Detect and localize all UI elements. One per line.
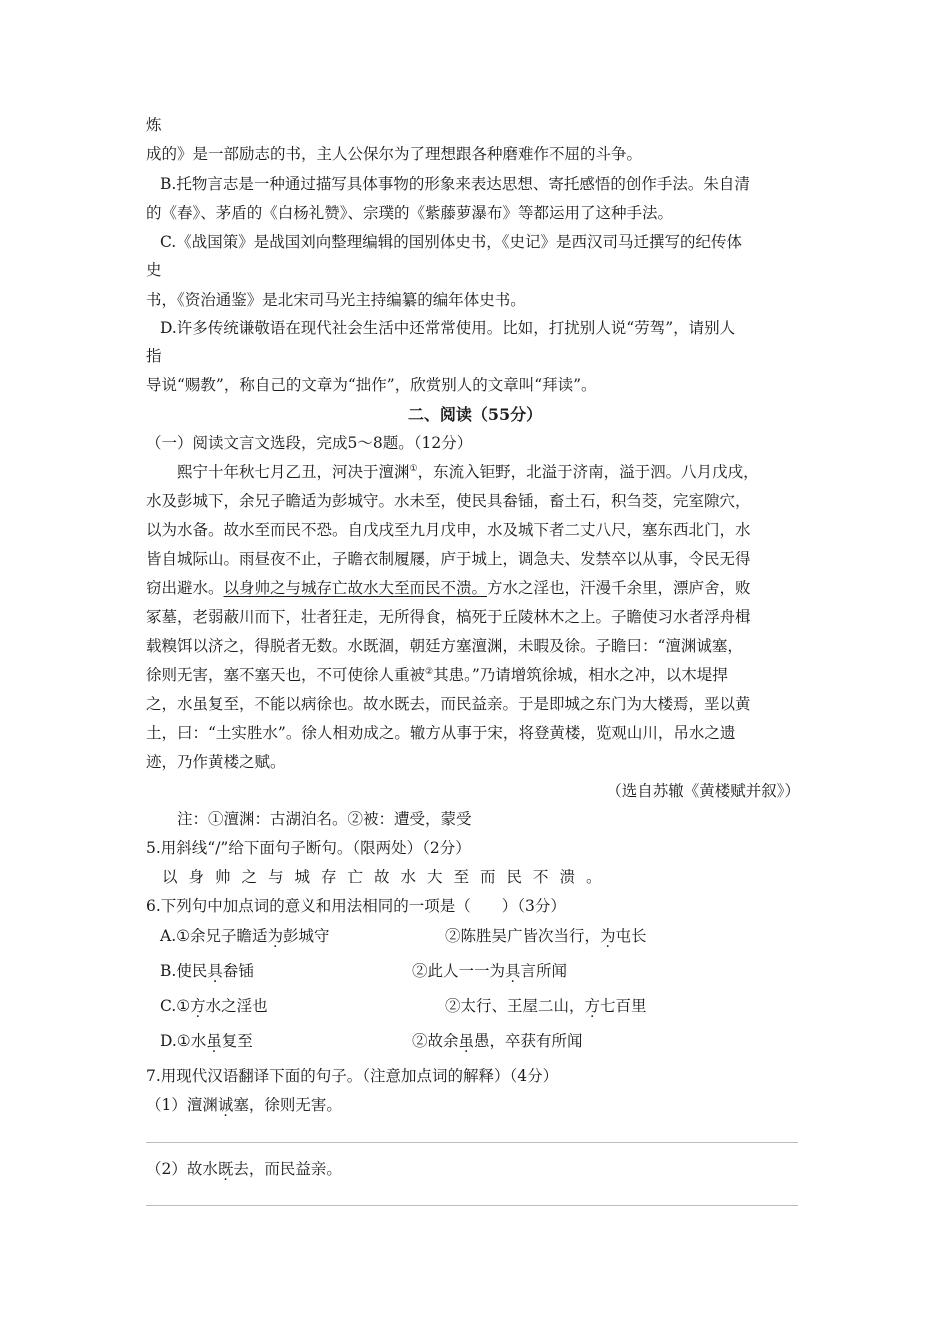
answer-line[interactable]	[146, 1205, 798, 1206]
dotted-word: 具	[505, 962, 521, 980]
translate-item-1: （1）澶渊诚塞，徐则无害。	[146, 1096, 342, 1114]
passage-line: 皆自城际山。雨昼夜不止，子瞻衣制履屦，庐于城上，调急夫、发禁卒以从事，令民无得	[146, 550, 751, 568]
option-b-left: B.使民具畚锸	[160, 962, 254, 980]
passage-line: 迹，乃作黄楼之赋。	[146, 753, 286, 771]
passage-line: 徐则无害，塞不塞天也，不可使徐人重被②其患。”乃请增筑徐城，相水之冲，以木堤捍	[146, 666, 728, 684]
text-line: 导说“赐教”，称自己的文章为“拙作”，欣赏别人的文章叫“拜读”。	[146, 376, 597, 394]
passage-line: 之，水虽复至，不能以病徐也。故水既去，而民益亲。于是即城之东门为大楼焉，垩以黄	[146, 695, 751, 713]
dotted-word: 为	[600, 927, 616, 945]
passage-line: 熙宁十年秋七月乙丑，河决于澶渊①，东流入钜野，北溢于济南，溢于泗。八月戊戌，	[177, 463, 759, 481]
section-subtitle: （一）阅读文言文选段，完成5～8题。（12分）	[146, 434, 473, 452]
underlined-sentence: 以身帅之与城存亡故水大至而民不溃。	[223, 579, 488, 597]
dotted-word: 虽	[206, 1032, 222, 1050]
text-line: 指	[146, 347, 162, 365]
dotted-word: 方	[584, 997, 601, 1015]
footnote-marker: ①	[409, 463, 418, 474]
passage-line: 土，曰：“土实胜水”。徐人相劝成之。辙方从事于宋，将登黄楼，览观山川，吊水之遗	[146, 724, 736, 742]
footnote: 注：①澶渊：古湖泊名。②被：遭受，蒙受	[177, 810, 472, 828]
option-a-right: ②陈胜吴广皆次当行，为屯长	[445, 927, 647, 945]
text-line: 成的》是一部励志的书，主人公保尔为了理想跟各种磨难作不屈的斗争。	[146, 145, 643, 163]
passage-line: 水及彭城下，余兄子瞻适为彭城守。水未至，使民具畚锸，畜土石，积刍茭，完室隙穴，	[146, 492, 751, 510]
text-line: 的《春》、茅盾的《白杨礼赞》、宗璞的《紫藤萝瀑布》等都运用了这种手法。	[146, 204, 674, 222]
option-b-right: ②此人一一为具言所闻	[412, 962, 568, 980]
option-d-left: D.①水虽复至	[160, 1032, 253, 1050]
text-line: 炼	[146, 116, 162, 134]
source-citation: （选自苏辙《黄楼赋并叙》）	[606, 782, 800, 800]
section-title: 二、阅读（55分）	[407, 405, 543, 424]
passage-line: 载糗饵以济之，得脱者无数。水既涸，朝廷方塞澶渊，未暇及徐。子瞻曰：“澶渊诚塞，	[146, 637, 743, 655]
option-c-right: ②太行、王屋二山，方七百里	[445, 997, 647, 1015]
passage-line: 冢墓，老弱蔽川而下，壮者狂走，无所得食，槁死于丘陵林木之上。子瞻使习水者浮舟楫	[146, 608, 751, 626]
option-d-right: ②故余虽愚，卒获有所闻	[412, 1032, 583, 1050]
text-line: 书，《资治通鉴》是北宋司马光主持编纂的编年体史书。	[146, 291, 526, 309]
option-d: D.许多传统谦敬语在现代社会生活中还常常使用。比如，打扰别人说“劳驾”，请别人	[160, 319, 736, 337]
passage-line: 以为水备。故水至而民不恐。自戊戌至九月戊申，水及城下者二丈八尺，塞东西北门，水	[146, 521, 751, 539]
option-c-left: C.①方水之淫也	[160, 997, 268, 1015]
option-a-left: A.①余兄子瞻适为彭城守	[160, 927, 330, 945]
question-6-stem: 6.下列句中加点词的意义和用法相同的一项是（ ）（3分）	[146, 897, 566, 915]
dotted-word: 诚	[217, 1096, 234, 1114]
translate-item-2: （2）故水既去，而民益亲。	[146, 1160, 342, 1178]
option-c: C.《战国策》是战国刘向整理编辑的国别体史书，《史记》是西汉司马迁撰写的纪传体	[160, 233, 742, 251]
question-5-stem: 5.用斜线“/”给下面句子断句。（限两处）（2分）	[146, 839, 471, 857]
footnote-marker: ②	[425, 666, 434, 677]
text-line: 史	[146, 261, 162, 279]
question-7-stem: 7.用现代汉语翻译下面的句子。（注意加点词的解释）（4分）	[146, 1067, 559, 1085]
answer-line[interactable]	[146, 1142, 798, 1143]
dotted-word: 方	[190, 997, 206, 1015]
dotted-word: 既	[217, 1160, 234, 1178]
dotted-word: 虽	[458, 1032, 475, 1050]
option-b: B.托物言志是一种通过描写具体事物的形象来表达思想、寄托感悟的创作手法。朱自清	[160, 175, 750, 193]
passage-line: 窃出避水。以身帅之与城存亡故水大至而民不溃。方水之淫也，汗漫千余里，漂庐舍，败	[146, 579, 751, 597]
dotted-word: 具	[207, 962, 223, 980]
dotted-word: 为	[267, 927, 284, 945]
question-5-sentence: 以身帅之与城存亡故水大至而民不溃。	[162, 868, 613, 886]
